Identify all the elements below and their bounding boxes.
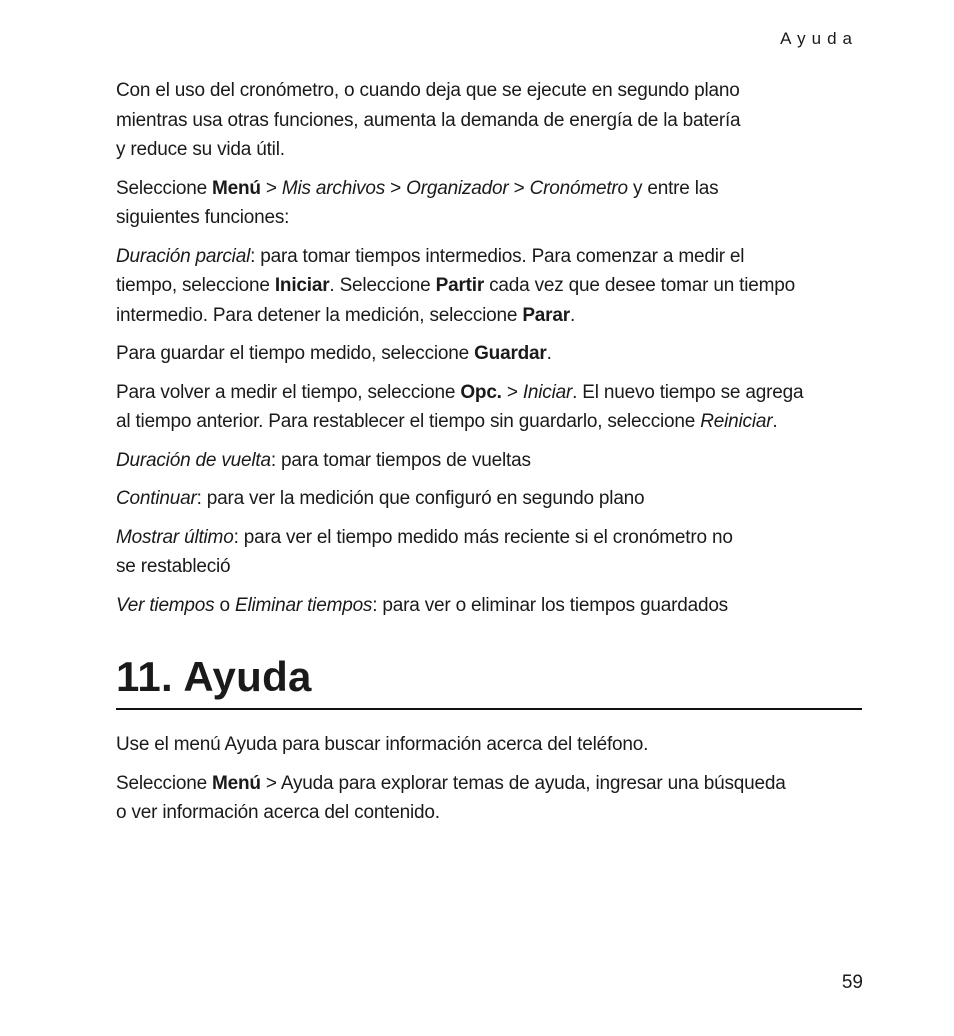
page-number: 59	[841, 972, 863, 993]
text-run: . El nuevo tiempo se agrega	[572, 381, 804, 403]
text-run: al tiempo anterior. Para restablecer el tiempo sin guardarlo, seleccione	[116, 411, 701, 432]
paragraph	[116, 446, 864, 476]
text-run: intermedio. Para detener la medición, seleccione	[116, 304, 523, 326]
text-run: : para ver la medición que configuró en segundo plano	[196, 488, 645, 509]
text-run: o ver información acerca del contenido.	[116, 802, 440, 823]
menu-command: Menú	[212, 177, 261, 199]
text-run: Para volver a medir el tiempo, seleccione	[116, 381, 461, 403]
chapter-title: 11. Ayuda	[116, 650, 862, 710]
menu-option: Iniciar	[522, 381, 573, 403]
text-run: > Ayuda para explorar temas de ayuda, ingresar una búsqueda	[260, 772, 786, 794]
paragraph	[116, 339, 864, 369]
text-run: Para guardar el tiempo medido, seleccione	[116, 343, 475, 364]
text-run: .	[772, 411, 778, 432]
menu-option: Eliminar tiempos	[235, 594, 373, 616]
menu-option: Duración de vuelta	[116, 449, 271, 471]
text-run: : para tomar tiempos intermedios. Para comenzar a medir el	[250, 245, 745, 267]
menu-option: Organizador	[406, 177, 509, 199]
chapter-heading	[116, 650, 862, 710]
paragraph	[116, 769, 864, 828]
text-run: Seleccione	[116, 177, 213, 199]
text-run: : para ver el tiempo medido más reciente si el cronómetro no	[233, 526, 733, 548]
text-run: o	[214, 594, 235, 616]
menu-option: Reiniciar	[700, 411, 773, 432]
paragraph	[116, 174, 864, 233]
text-run: tiempo, seleccione	[116, 275, 275, 296]
text-run: Con el uso del cronómetro, o cuando deja que se ejecute en segundo plano	[116, 80, 740, 101]
menu-command: Parar	[522, 304, 570, 326]
text-run: : para ver o eliminar los tiempos guardados	[372, 594, 728, 616]
menu-option: Ver tiempos	[116, 594, 215, 616]
menu-command: Guardar	[474, 343, 547, 364]
menu-option: Duración parcial	[116, 245, 251, 267]
text-run: Use el menú Ayuda para buscar información acerca del teléfono.	[116, 734, 649, 755]
text-run: >	[508, 177, 530, 199]
paragraph	[116, 523, 864, 582]
paragraph	[116, 378, 864, 437]
menu-command: Iniciar	[274, 275, 330, 296]
text-run: .	[569, 304, 576, 326]
text-run: y reduce su vida útil.	[116, 139, 285, 160]
text-run: .	[546, 343, 552, 364]
stopwatch-section	[116, 76, 864, 629]
paragraph	[116, 730, 864, 760]
paragraph	[116, 76, 864, 165]
text-run: >	[260, 177, 282, 199]
menu-command: Partir	[435, 275, 485, 296]
menu-option: Continuar	[116, 488, 197, 509]
paragraph	[116, 242, 864, 331]
text-run: : para tomar tiempos de vueltas	[270, 449, 531, 471]
text-run: cada vez que desee tomar un tiempo	[484, 275, 795, 296]
menu-command: Opc.	[460, 381, 502, 403]
menu-command: Menú	[212, 772, 261, 794]
text-run: se restableció	[116, 556, 231, 577]
paragraph	[116, 484, 864, 514]
text-run: y entre las	[627, 177, 719, 199]
text-run: mientras usa otras funciones, aumenta la demanda de energía de la batería	[116, 109, 741, 131]
text-run: >	[385, 177, 407, 199]
menu-option: Mostrar último	[116, 526, 234, 548]
help-section	[116, 730, 864, 837]
text-run: siguientes funciones:	[116, 207, 290, 228]
text-run: >	[501, 381, 523, 403]
paragraph	[116, 591, 864, 621]
menu-option: Cronómetro	[529, 177, 628, 199]
running-header: Ayuda	[780, 29, 858, 48]
menu-option: Mis archivos	[281, 177, 386, 199]
text-run: Seleccione	[116, 772, 213, 794]
text-run: . Seleccione	[329, 275, 436, 296]
